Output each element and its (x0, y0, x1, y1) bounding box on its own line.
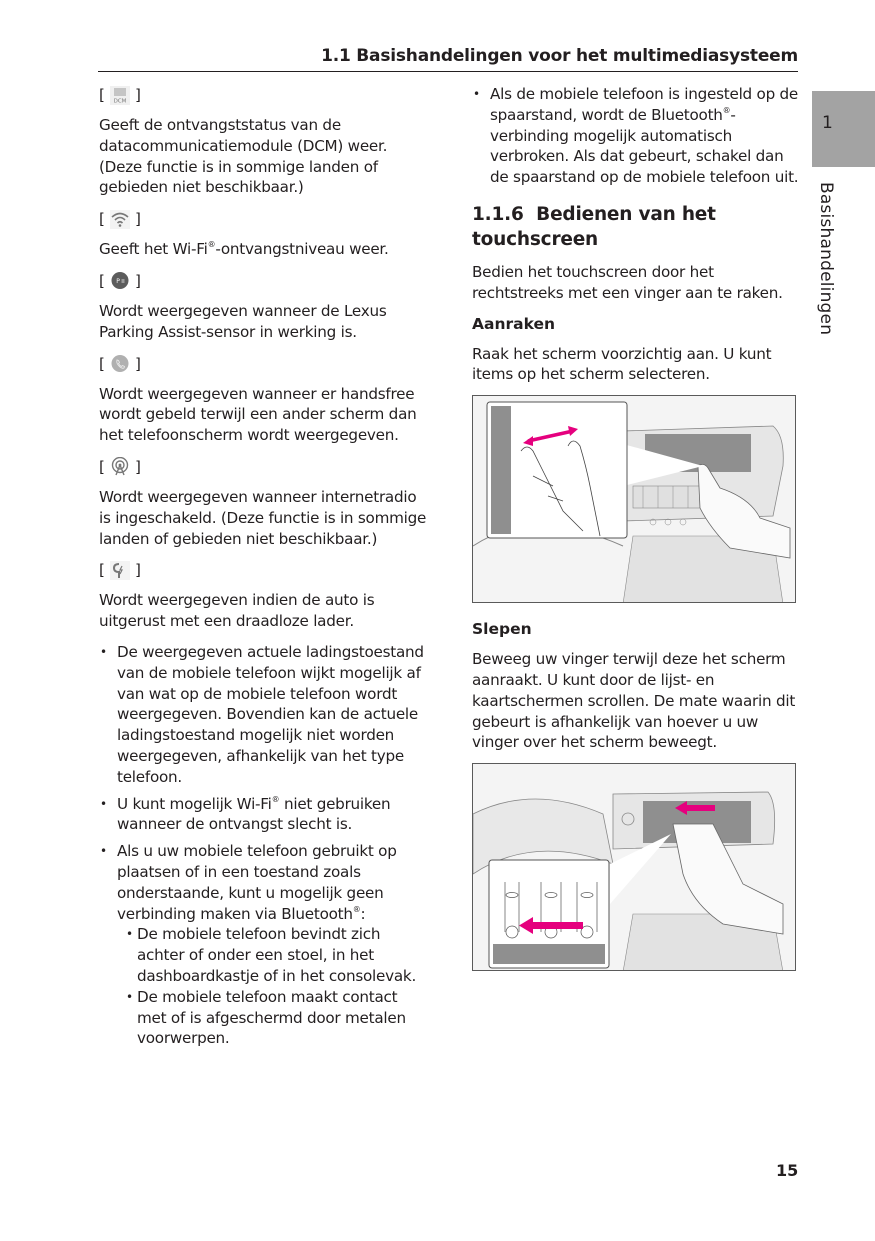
bluetooth-conditions-list (117, 924, 429, 1049)
icon-entry-internet-radio: [ ] (99, 457, 141, 476)
drag-gesture-illustration (472, 763, 796, 971)
right-column (472, 84, 800, 971)
touch-gesture-illustration (472, 395, 796, 603)
left-column (99, 84, 429, 1055)
handsfree-phone-icon (109, 354, 131, 374)
chapter-side-label: Basishandelingen (816, 182, 836, 336)
wireless-charger-description: Wordt weergegeven indien de auto is uitgerust met een draadloze lader. (99, 591, 375, 631)
drag-heading: Slepen (472, 620, 532, 639)
parking-assist-description: Wordt weergegeven wanneer de Lexus Parking Assist-sensor in werking is. (99, 301, 387, 341)
handsfree-description: Wordt weergegeven wanneer er handsfree wordt gebeld terwijl een ander scherm dan het telefoonscherm wordt weergegeven. (99, 384, 417, 445)
dcm-description: Geeft de ontvangststatus van de datacommunicatiemodule (DCM) weer. (Deze functie is in sommige landen of gebieden niet beschikbaar.) (99, 116, 388, 197)
dcm-signal-icon (109, 85, 131, 105)
chapter-tab (812, 91, 875, 167)
note-battery-status: • De weergegeven actuele ladingstoestand van de mobiele telefoon wijkt mogelijk af van wat op de mobiele telefoon wordt weergegeven. Bovendien kan de actuele ladingstoestand mogelijk niet worden weergegeven, afhankelijk van het type telefoon. (99, 642, 429, 788)
parking-assist-icon (109, 271, 131, 291)
condition-phone-location: • De mobiele telefoon bevindt zich achter of onder een stoel, in het dashboardkastje of in het consolevak. (117, 924, 429, 986)
icon-entry-parking-assist: [ P ] (99, 271, 141, 290)
icon-entry-wireless-charger: [ ] (99, 561, 141, 580)
icon-entry-dcm: [ DCM ] (99, 86, 141, 104)
section-title: Bedienen van het touchscreen (472, 203, 716, 250)
svg-text:DCM: DCM (113, 98, 127, 104)
touch-heading: Aanraken (472, 314, 556, 333)
wifi-description: Geeft het Wi-Fi®-ontvangstniveau weer. (99, 240, 389, 259)
note-bluetooth-connection: • Als u uw mobiele telefoon gebruikt op plaatsen of in een toestand zoals onderstaande, kunt u mogelijk geen verbinding maken via Bluetooth®: • De mobiele telefoon bevindt zich achter of onder een stoel, in het dashboardkastje of in het consolevak. • De mobiele telefoon maakt contact met of is afgeschermd door metalen voorwerpen. (99, 841, 429, 1049)
icon-entry-wifi: [ ] (99, 210, 141, 229)
internet-radio-icon (109, 457, 131, 477)
touch-description: Raak het scherm voorzichtig aan. U kunt items op het scherm selecteren. (472, 344, 772, 384)
internet-radio-description: Wordt weergegeven wanneer internetradio is ingeschakeld. (Deze functie is in sommige landen of gebieden niet beschikbaar.) (99, 487, 427, 548)
drag-description: Beweeg uw vinger terwijl deze het scherm aanraakt. U kunt door de lijst- en kaartschermen scrollen. De mate waarin dit gebeurt is afhankelijk van hoever u uw vinger over het scherm beweegt. (472, 650, 796, 752)
page-number: 15 (776, 1161, 799, 1180)
notes-list (99, 642, 429, 1049)
wifi-icon (109, 209, 131, 229)
wireless-charger-icon (109, 560, 131, 580)
icon-entry-handsfree: [ ] (99, 354, 141, 373)
note-wifi-reception: • U kunt mogelijk Wi-Fi® niet gebruiken wanneer de ontvangst slecht is. (99, 794, 429, 836)
page-header (98, 42, 798, 72)
chapter-number: 1 (822, 113, 833, 133)
power-saving-note (472, 84, 800, 188)
chapter-header-title: 1.1 Basishandelingen voor het multimediasysteem (321, 46, 798, 66)
condition-metal-objects: • De mobiele telefoon maakt contact met of is afgeschermd door metalen voorwerpen. (117, 987, 429, 1049)
note-power-saving: • Als de mobiele telefoon is ingesteld op de spaarstand, wordt de Bluetooth®-verbinding mogelijk automatisch verbroken. Als dat gebeurt, schakel dan de spaarstand op de mobiele telefoon uit. (472, 84, 800, 188)
section-number: 1.1.6 (472, 203, 524, 225)
section-intro: Bedien het touchscreen door het rechtstreeks met een vinger aan te raken. (472, 262, 783, 302)
section-heading (472, 202, 800, 252)
svg-text:P: P (116, 278, 120, 286)
